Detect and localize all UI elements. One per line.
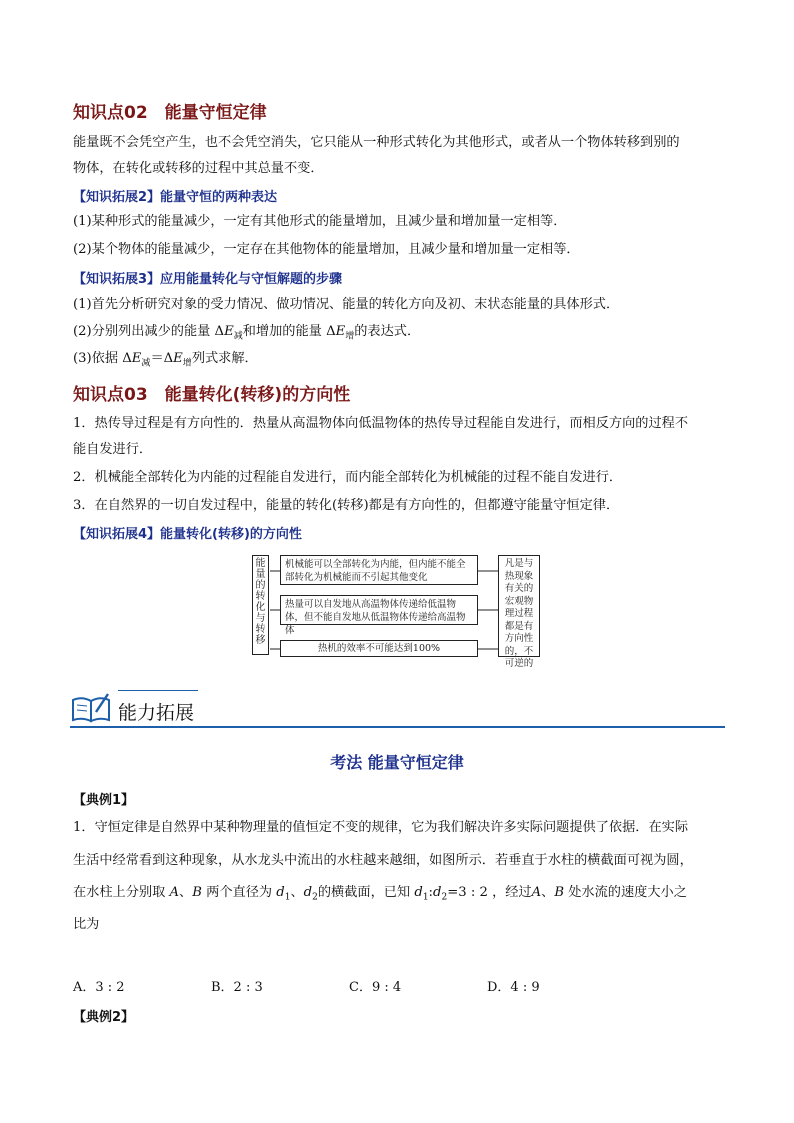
book-pen-icon	[70, 690, 114, 724]
diagram-left-label: 能量的转化与转移	[252, 555, 269, 655]
section-03-item-3: 3．在自然界的一切自发过程中，能量的转化(转移)都是有方向性的，但都遵守能量守恒定律．	[73, 498, 620, 513]
section-03-item-1-line-2: 能自发进行．	[73, 442, 153, 457]
banner-title: 能力拓展	[118, 702, 195, 724]
section-03-item-2: 2．机械能全部转化为内能的过程能自发进行，而内能全部转化为机械能的过程不能自发进行．	[73, 470, 623, 485]
example-1-label: 【典例1】	[73, 793, 135, 808]
extension-2-item-2: (2)某个物体的能量减少，一定存在其他物体的能量增加，且减少量和增加量一定相等．	[73, 242, 580, 257]
section-02-paragraph-line-1: 能量既不会凭空产生，也不会凭空消失，它只能从一种形式转化为其他形式，或者从一个物体转移到别的	[73, 135, 680, 150]
example-1-line-4: 比为	[73, 917, 100, 932]
example-1-line-1: 1．守恒定律是自然界中某种物理量的值恒定不变的规律，它为我们解决许多实际问题提供了依据．在实际	[73, 820, 689, 835]
diagram-box-heat-transfer: 热量可以自发地从高温物体传递给低温物体，但不能自发地从低温物体传递给高温物体	[280, 595, 478, 625]
section-03-heading: 知识点03 能量转化(转移)的方向性	[73, 385, 351, 405]
diagram-box-mechanical-energy: 机械能可以全部转化为内能，但内能不能全部转化为机械能而不引起其他变化	[280, 555, 478, 585]
diagram-right-label: 凡是与热现象有关的宏观物理过程都是有方向性的，不可逆的	[498, 555, 540, 657]
extension-4-title: 【知识拓展4】能量转化(转移)的方向性	[73, 527, 302, 542]
extension-2-title: 【知识拓展2】能量守恒的两种表达	[73, 190, 278, 205]
extension-2-item-1: (1)某种形式的能量减少，一定有其他形式的能量增加，且减少量和增加量一定相等．	[73, 214, 567, 229]
example-1-line-2: 生活中经常看到这种现象，从水龙头中流出的水柱越来越细，如图所示．若垂直于水柱的横截面可视为圆，	[73, 853, 693, 868]
option-d[interactable]: D．4 : 9	[487, 980, 540, 995]
section-02-paragraph-line-2: 物体，在转化或转移的过程中其总量不变．	[73, 161, 324, 176]
method-title: 考法 能量守恒定律	[330, 753, 464, 772]
option-a[interactable]: A．3 : 2	[73, 980, 125, 995]
ability-extension-banner	[70, 688, 725, 730]
extension-3-item-1: (1)首先分析研究对象的受力情况、做功情况、能量的转化方向及初、末状态能量的具体形式．	[73, 297, 620, 312]
diagram-box-heat-engine: 热机的效率不可能达到100%	[280, 640, 478, 657]
banner-underline	[70, 726, 725, 728]
example-2-label: 【典例2】	[73, 1010, 135, 1025]
option-c[interactable]: C．9 : 4	[349, 980, 402, 995]
extension-3-title: 【知识拓展3】应用能量转化与守恒解题的步骤	[73, 272, 343, 287]
extension-3-item-2: (2)分别列出减少的能量 $\Delta E_减$和增加的能量 $\Delta E_增$的表达式．	[73, 324, 421, 342]
section-02-heading: 知识点02 能量守恒定律	[73, 103, 267, 123]
extension-3-item-3: (3)依据 $\Delta E_减=\Delta E_增$列式求解．	[73, 351, 258, 369]
option-b[interactable]: B．2 : 3	[211, 980, 263, 995]
section-03-item-1-line-1: 1．热传导过程是有方向性的．热量从高温物体向低温物体的热传导过程能自发进行，而相反方向的过程不	[73, 416, 689, 431]
banner-top-rule	[118, 690, 198, 691]
direction-diagram	[252, 553, 540, 669]
example-1-line-3: 在水柱上分别取 A、B 两个直径为 $d_1$、$d_2$的横截面，已知 $d_1:d_2=3$ : 2 ，经过A、B 处水流的速度大小之	[73, 885, 687, 903]
